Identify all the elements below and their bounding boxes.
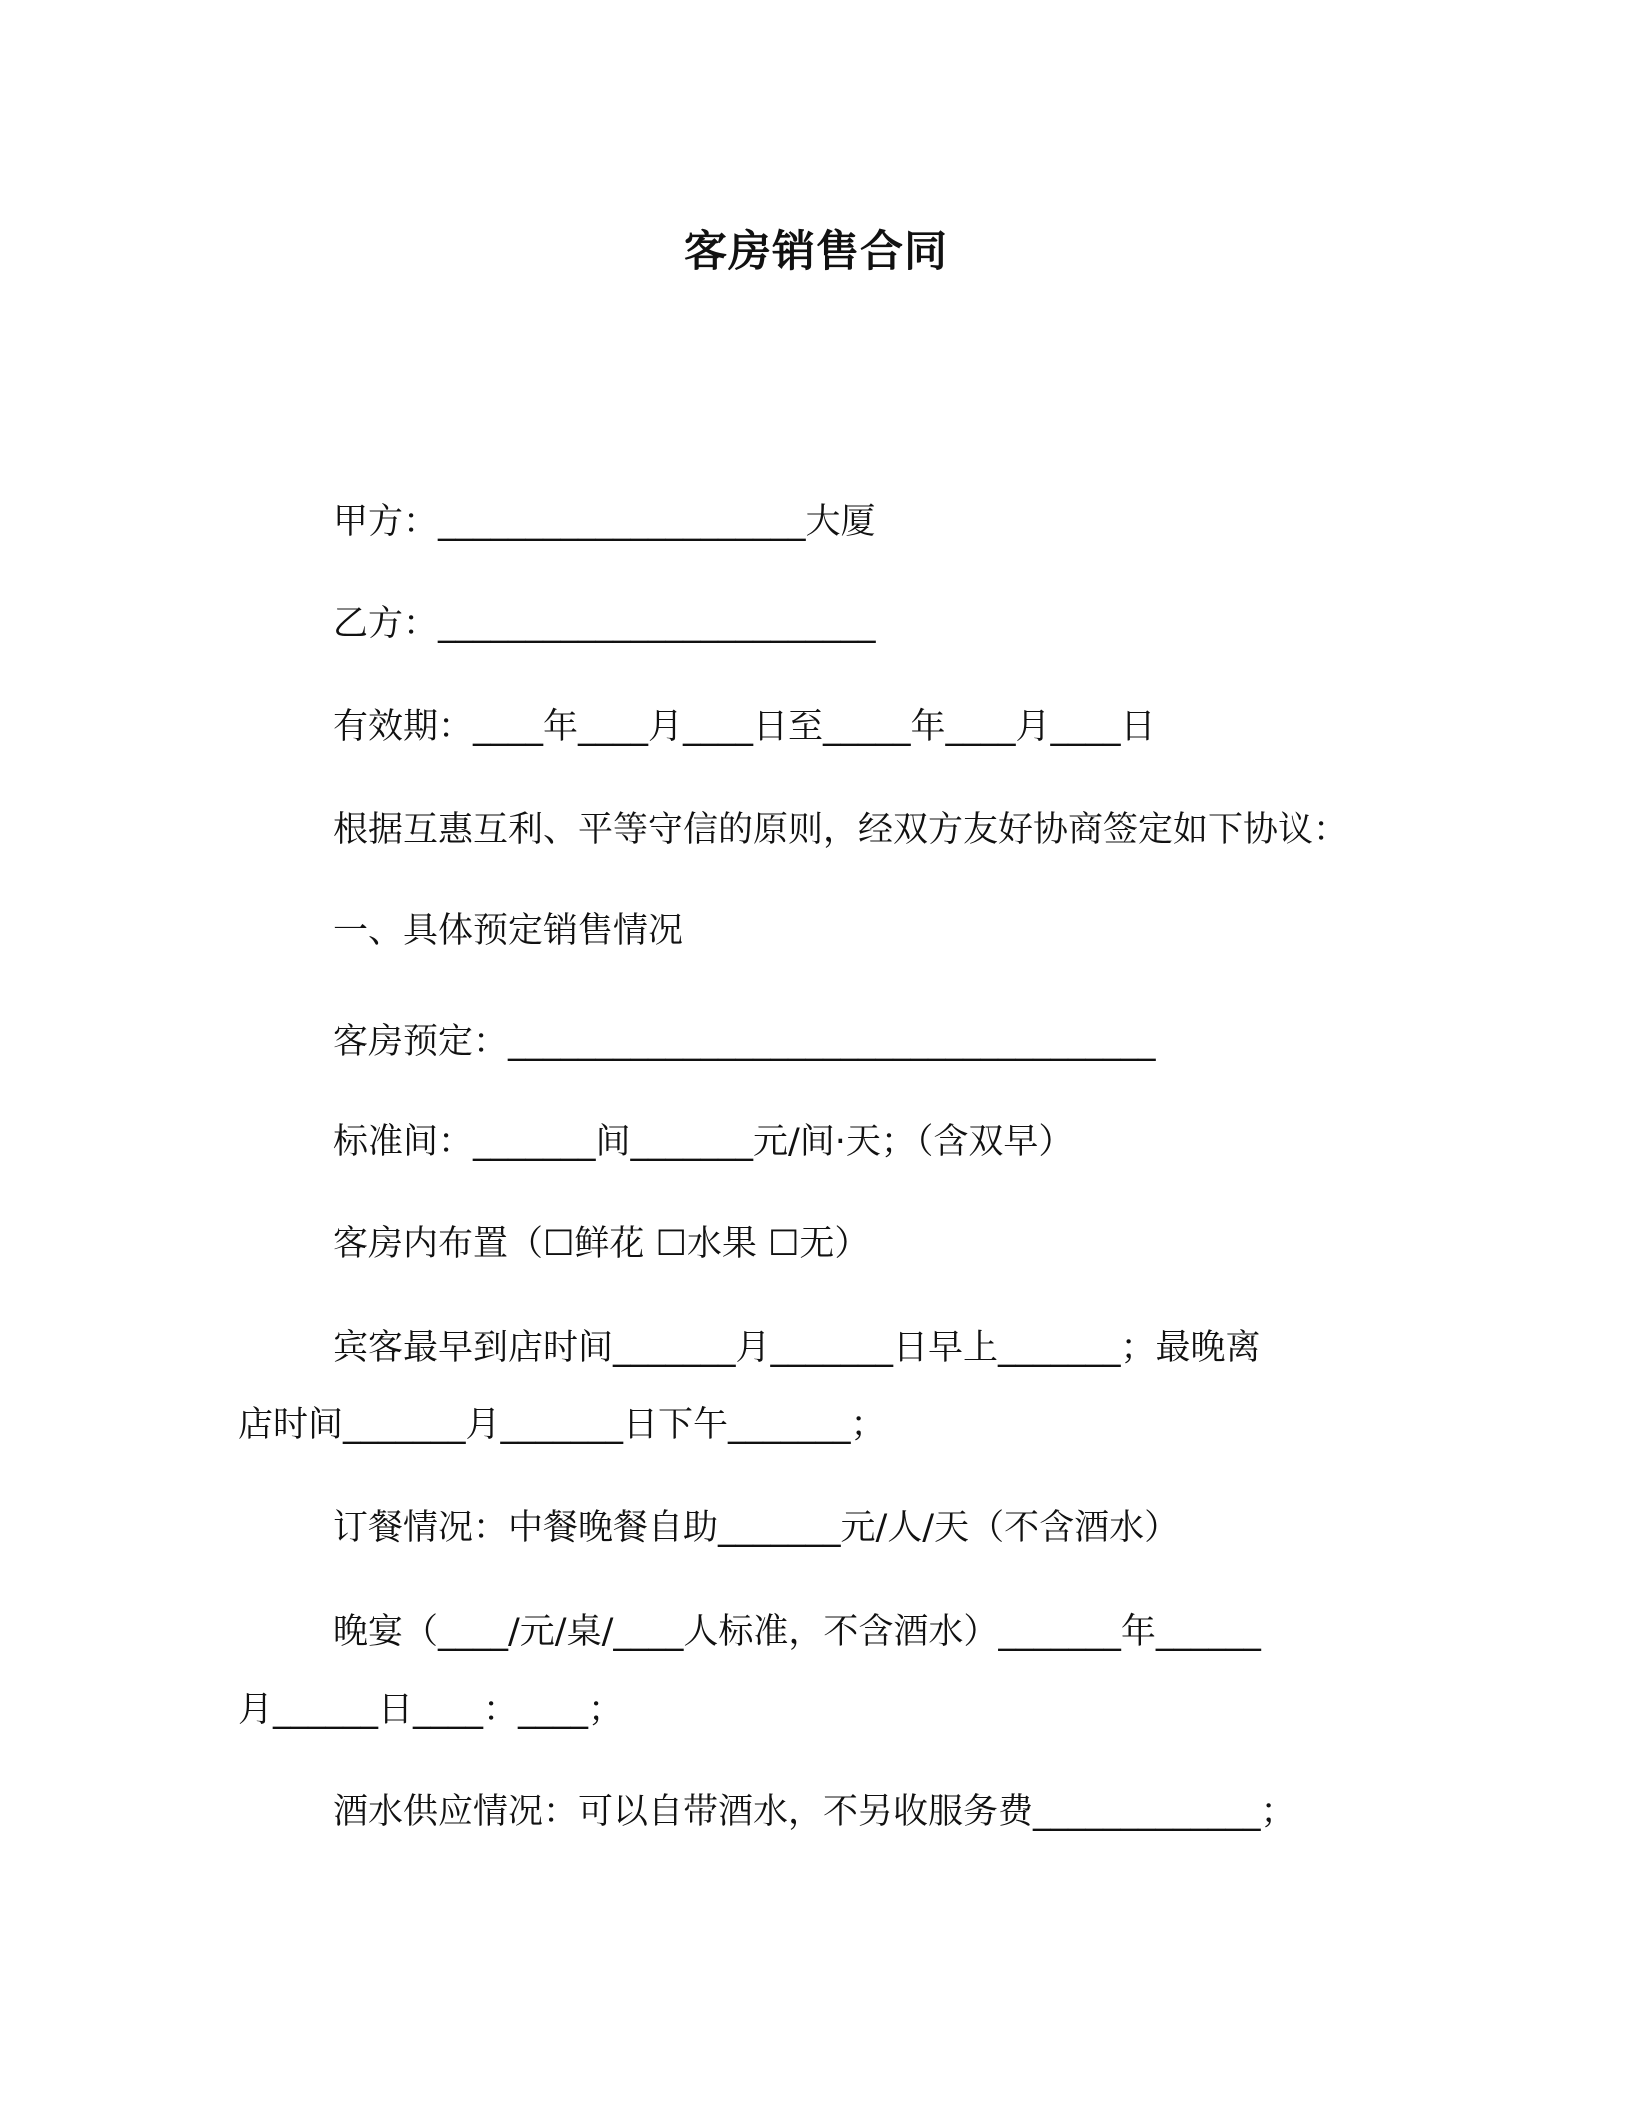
room-booking-line: 客房预定：_____________________________________ — [333, 1022, 1156, 1062]
departure-time-line: 店时间_______月_______日下午_______； — [238, 1405, 886, 1445]
banquet-line: 晚宴（____/元/桌/____人标准，不含酒水）_______年______ — [333, 1612, 1261, 1652]
standard-room-line: 标准间：_______间_______元/间·天；（含双早） — [333, 1122, 1074, 1162]
beverage-supply-line: 酒水供应情况：可以自带酒水，不另收服务费_____________； — [333, 1792, 1296, 1832]
validity-period-line: 有效期：____年____月____日至_____年____月____日 — [333, 707, 1156, 747]
document-title: 客房销售合同 — [684, 227, 948, 277]
banquet-date-line: 月______日____：____； — [238, 1690, 624, 1730]
arrival-time-line: 宾客最早到店时间_______月_______日早上_______；最晚离 — [333, 1328, 1261, 1368]
section-heading-1: 一、具体预定销售情况 — [333, 911, 684, 951]
preamble-line: 根据互惠互利、平等守信的原则，经双方友好协商签定如下协议： — [333, 810, 1349, 850]
meal-booking-line: 订餐情况：中餐晚餐自助_______元/人/天（不含酒水） — [333, 1508, 1180, 1548]
party-b-line: 乙方：_________________________ — [333, 604, 876, 644]
party-a-line: 甲方：_____________________大厦 — [333, 502, 876, 542]
room-decoration-line: 客房内布置（☐鲜花 ☐水果 ☐无） — [333, 1224, 870, 1264]
